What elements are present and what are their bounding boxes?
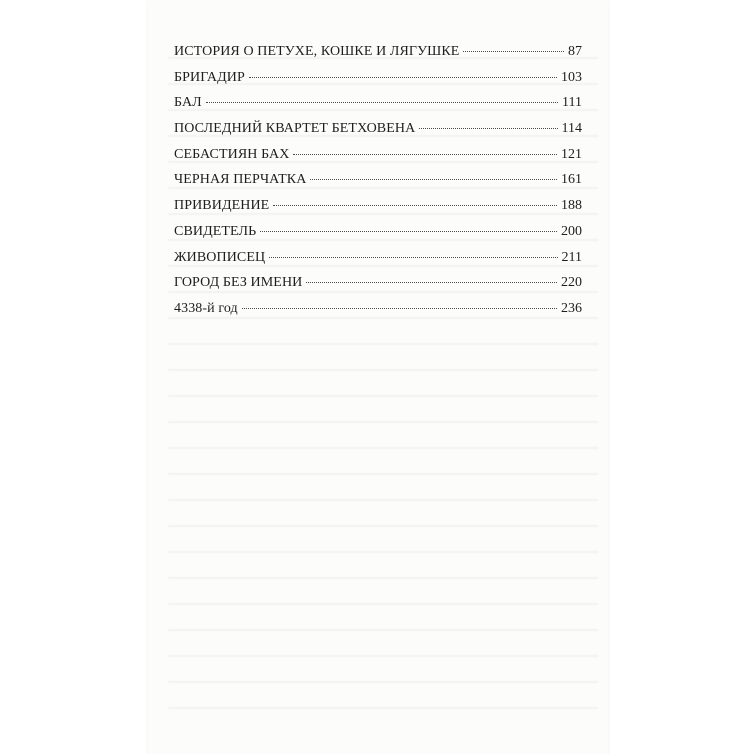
toc-dot-leader <box>310 179 557 180</box>
toc-entry <box>174 301 582 327</box>
toc-entry <box>174 95 582 121</box>
toc-entry-page-number: 188 <box>561 198 582 214</box>
toc-entry-title: СВИДЕТЕЛЬ <box>174 223 257 239</box>
toc-dot-leader <box>419 128 557 129</box>
toc-entry <box>174 172 582 198</box>
table-of-contents <box>174 44 582 327</box>
toc-entry <box>174 121 582 147</box>
toc-dot-leader <box>306 282 557 283</box>
toc-entry-page-number: 121 <box>561 146 582 162</box>
toc-dot-leader <box>269 257 557 258</box>
toc-entry-page-number: 200 <box>561 223 582 239</box>
toc-entry-page-number: 114 <box>561 121 582 137</box>
toc-entry-title: ГОРОД БЕЗ ИМЕНИ <box>174 275 303 291</box>
toc-dot-leader <box>260 231 557 232</box>
toc-entry-title: ЖИВОПИСЕЦ <box>174 249 266 265</box>
toc-entry-page-number: 236 <box>561 300 582 316</box>
toc-entry-title: ИСТОРИЯ О ПЕТУХЕ, КОШКЕ И ЛЯГУШКЕ <box>174 44 460 59</box>
toc-entry <box>174 147 582 173</box>
toc-entry-page-number: 103 <box>561 69 582 85</box>
toc-entry <box>174 275 582 301</box>
toc-dot-leader <box>463 51 564 52</box>
toc-entry-title: СЕБАСТИЯН БАХ <box>174 146 290 162</box>
toc-dot-leader <box>242 308 557 309</box>
toc-entry-title: БРИГАДИР <box>174 69 245 85</box>
toc-entry-page-number: 87 <box>568 44 582 59</box>
toc-entry <box>174 224 582 250</box>
toc-entry-title: 4338-й год <box>174 300 238 316</box>
toc-dot-leader <box>293 154 557 155</box>
toc-entry-page-number: 111 <box>562 95 582 111</box>
toc-entry <box>174 250 582 276</box>
toc-entry-page-number: 161 <box>561 172 582 188</box>
toc-entry-title: ПРИВИДЕНИЕ <box>174 198 270 214</box>
toc-entry-title: ЧЕРНАЯ ПЕРЧАТКА <box>174 172 307 188</box>
toc-entry-page-number: 220 <box>561 275 582 291</box>
toc-dot-leader <box>206 102 558 103</box>
toc-entry <box>174 44 582 70</box>
toc-entry-page-number: 211 <box>561 249 582 265</box>
toc-entry-title: ПОСЛЕДНИЙ КВАРТЕТ БЕТХОВЕНА <box>174 121 416 137</box>
toc-entry <box>174 198 582 224</box>
toc-entry <box>174 70 582 96</box>
toc-entry-title: БАЛ <box>174 95 202 111</box>
toc-dot-leader <box>273 205 557 206</box>
toc-dot-leader <box>249 77 557 78</box>
